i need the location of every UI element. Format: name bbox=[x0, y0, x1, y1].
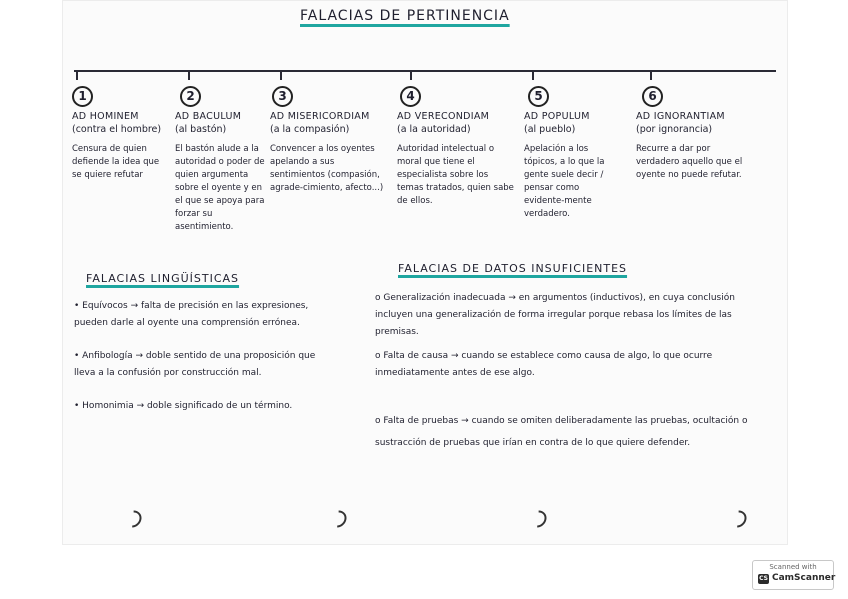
fallacy-description: El bastón alude a la autoridad o poder de quien argumenta sobre el oyente y en el que se apoya para forzar su asentimiento. bbox=[175, 144, 265, 232]
fallacy-column-ad-hominem bbox=[72, 110, 168, 182]
fallacy-column-ad-baculum bbox=[175, 110, 265, 234]
number-circle: 3 bbox=[272, 86, 293, 107]
fallacy-column-ad-ignorantiam bbox=[636, 110, 751, 182]
list-item: o Falta de causa → cuando se establece como causa de algo, lo que ocurre inmediatamente antes de ese algo. bbox=[375, 351, 713, 378]
fallacy-name: AD MISERICORDIAM bbox=[270, 111, 370, 122]
section-title-insuficientes: FALACIAS DE DATOS INSUFICIENTES bbox=[398, 262, 628, 275]
timeline-tick bbox=[280, 70, 282, 80]
fallacy-translation: (contra el hombre) bbox=[72, 124, 162, 135]
fallacy-column-ad-misericordiam bbox=[270, 110, 385, 195]
badge-caption: Scanned with bbox=[769, 563, 817, 571]
list-item: • Equívocos → falta de precisión en las expresiones, pueden darle al oyente una comprensión errónea. bbox=[74, 301, 309, 328]
number-circle: 2 bbox=[180, 86, 201, 107]
list-item: • Homonimia → doble significado de un término. bbox=[74, 401, 293, 411]
number-circle: 5 bbox=[528, 86, 549, 107]
timeline-tick bbox=[650, 70, 652, 80]
fallacy-description: Censura de quien defiende la idea que se quiere refutar bbox=[72, 144, 160, 180]
timeline-tick bbox=[410, 70, 412, 80]
fallacy-translation: (al bastón) bbox=[175, 124, 227, 135]
list-item: • Anfibología → doble sentido de una proposición que lleva a la confusión por construcción mal. bbox=[74, 351, 316, 378]
fallacy-translation: (por ignorancia) bbox=[636, 124, 713, 135]
list-item: o Falta de pruebas → cuando se omiten deliberadamente las pruebas, ocultación o sustracción de pruebas que irían en contra de lo que quiere defender. bbox=[375, 416, 748, 448]
number-circle: 6 bbox=[642, 86, 663, 107]
list-item: o Generalización inadecuada → en argumentos (inductivos), en cuya conclusión incluyen una generalización de forma irregular porque rebasa los límites de las premisas. bbox=[375, 293, 735, 337]
number-circle: 4 bbox=[400, 86, 421, 107]
fallacy-name: AD BACULUM bbox=[175, 111, 242, 122]
camscanner-logo-icon: CS bbox=[759, 575, 768, 582]
fallacy-name: AD VERECONDIAM bbox=[397, 111, 490, 122]
page-title: FALACIAS DE PERTINENCIA bbox=[300, 8, 510, 24]
fallacy-translation: (a la compasión) bbox=[270, 124, 350, 135]
fallacy-description: Autoridad intelectual o moral que tiene el especialista sobre los temas tratados, quien sabe de ellos. bbox=[397, 144, 514, 206]
timeline-line bbox=[74, 70, 776, 72]
fallacy-name: AD HOMINEM bbox=[72, 111, 139, 122]
fallacy-column-ad-populum bbox=[524, 110, 622, 221]
fallacy-column-ad-verecundiam bbox=[397, 110, 515, 208]
fallacy-description: Convencer a los oyentes apelando a sus sentimientos (compasión, agrade-cimiento, afecto...) bbox=[270, 144, 384, 193]
fallacy-name: AD POPULUM bbox=[524, 111, 590, 122]
camscanner-badge bbox=[752, 560, 834, 590]
fallacy-name: AD IGNORANTIAM bbox=[636, 111, 725, 122]
section-title-linguisticas: FALACIAS LINGÜÍSTICAS bbox=[86, 272, 240, 285]
timeline-tick bbox=[76, 70, 78, 80]
badge-brand: CamScanner bbox=[772, 573, 836, 583]
timeline-tick bbox=[532, 70, 534, 80]
fallacy-description: Apelación a los tópicos, a lo que la gente suele decir / pensar como evidente-mente verdadero. bbox=[524, 144, 605, 219]
fallacy-translation: (al pueblo) bbox=[524, 124, 576, 135]
fallacy-description: Recurre a dar por verdadero aquello que el oyente no puede refutar. bbox=[636, 144, 743, 180]
fallacy-translation: (a la autoridad) bbox=[397, 124, 471, 135]
timeline-tick bbox=[188, 70, 190, 80]
number-circle: 1 bbox=[72, 86, 93, 107]
